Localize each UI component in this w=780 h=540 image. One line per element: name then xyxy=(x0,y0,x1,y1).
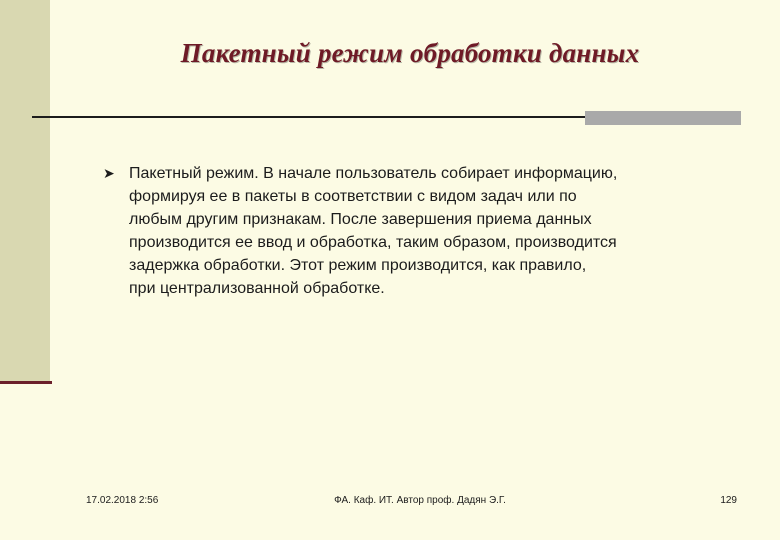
footer-date: 17.02.2018 2:56 xyxy=(86,495,159,506)
slide-title: Пакетный режим обработки данных xyxy=(180,38,640,68)
paragraph-line: производится ее ввод и обработка, таким образом, производится xyxy=(129,234,617,251)
bullet-paragraph xyxy=(129,162,729,300)
footer-page-number: 129 xyxy=(720,495,737,506)
arrowhead-bullet-icon: ➤ xyxy=(103,165,115,181)
paragraph-line: формируя ее в пакеты в соответствии с видом задач или по xyxy=(129,188,577,205)
paragraph-line: любым другим признакам. После завершения приема данных xyxy=(129,211,592,228)
title-accent-bar xyxy=(585,111,741,125)
footer-author: ФА. Каф. ИТ. Автор проф. Дадян Э.Г. xyxy=(334,495,506,506)
paragraph-line: при централизованной обработке. xyxy=(129,280,385,297)
left-side-band xyxy=(0,0,50,383)
paragraph-line: задержка обработки. Этот режим производится, как правило, xyxy=(129,257,587,274)
left-band-bottom-edge xyxy=(0,381,52,384)
paragraph-line: Пакетный режим. В начале пользователь собирает информацию, xyxy=(129,165,618,182)
